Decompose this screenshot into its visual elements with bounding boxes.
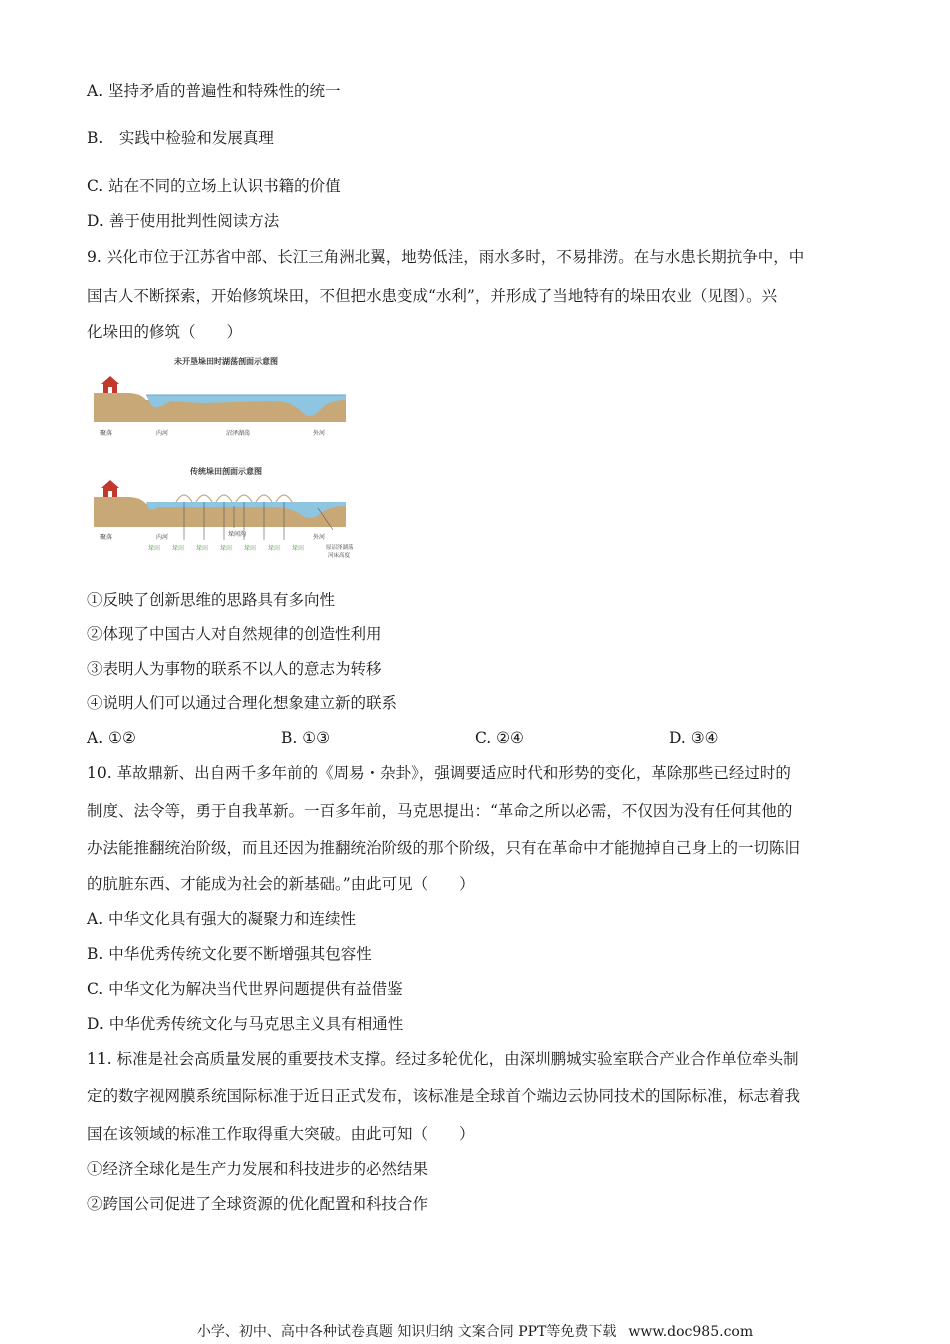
q9-statement-1: ①反映了创新思维的思路具有多向性	[87, 591, 336, 609]
q9-option-d: D. ③④	[669, 729, 719, 747]
field-mounds	[176, 495, 292, 502]
depth-label-2: 河床高度	[328, 553, 351, 559]
q11-stem-line-1: 11. 标准是社会高质量发展的重要技术支撑。经过多轮优化，由深圳鹏城实验室联合产业合作单位牵头制	[87, 1050, 799, 1068]
top-label-inner-river: 内河	[156, 431, 169, 437]
q10-stem-line-3: 办法能推翻统治阶级，而且还因为推翻统治阶级的那个阶级，只有在革命中才能抛掉自己身上的一切陈旧	[87, 839, 801, 857]
field-label-6: 垛田	[268, 546, 281, 552]
bottom-house-icon	[101, 480, 119, 497]
q9-option-b: B. ①③	[281, 729, 331, 747]
q10-stem-line-1: 10. 革故鼎新、出自两千多年前的《周易・杂卦》，强调要适应时代和形势的变化，革除那些已经过时的	[87, 764, 791, 782]
q8-option-a: A. 坚持矛盾的普遍性和特殊性的统一	[87, 82, 341, 100]
q11-statement-1: ①经济全球化是生产力发展和科技进步的必然结果	[87, 1160, 429, 1178]
q9-stem-line-1: 9. 兴化市位于江苏省中部、长江三角洲北翼，地势低洼，雨水多时，不易排涝。在与水患长期抗争中，中	[87, 248, 805, 266]
top-label-settlement: 聚落	[100, 431, 113, 437]
field-label-7: 垛田	[292, 546, 305, 552]
q10-option-b: B. 中华优秀传统文化要不断增强其包容性	[87, 945, 372, 963]
bottom-label-outer-river: 外河	[313, 535, 326, 541]
q11-stem-line-3: 国在该领域的标准工作取得重大突破。由此可知（ ）	[87, 1125, 475, 1143]
top-house-icon	[101, 376, 119, 393]
top-label-outer-river: 外河	[313, 431, 326, 437]
top-diagram-title: 未开垦垛田时湖荡剖面示意图	[174, 357, 278, 366]
q11-statement-2: ②跨国公司促进了全球资源的优化配置和科技合作	[87, 1195, 429, 1213]
field-label-1: 垛田	[148, 546, 161, 552]
bottom-diagram-title: 传统垛田剖面示意图	[190, 467, 262, 476]
q9-option-c: C. ②④	[475, 729, 524, 747]
q9-statement-4: ④说明人们可以通过合理化想象建立新的联系	[87, 694, 398, 712]
q10-stem-line-4: 的肮脏东西、才能成为社会的新基础。”由此可见（ ）	[87, 875, 475, 893]
q10-option-d: D. 中华优秀传统文化与马克思主义具有相通性	[87, 1015, 404, 1033]
q9-statement-3: ③表明人为事物的联系不以人的意志为转移	[87, 660, 382, 678]
field-label-4: 垛田	[220, 546, 233, 552]
q8-option-d: D. 善于使用批判性阅读方法	[87, 212, 280, 230]
field-label-5: 垛田	[244, 546, 257, 552]
q10-stem-line-2: 制度、法令等，勇于自我革新。一百多年前，马克思提出：“革命之所以必需，不仅因为没有任何其他的	[87, 802, 793, 820]
bottom-label-inner-river: 内河	[156, 535, 169, 541]
page-footer	[0, 1322, 950, 1342]
q8-option-c: C. 站在不同的立场上认识书籍的价值	[87, 177, 341, 195]
duotian-diagram	[88, 350, 363, 570]
ditch-label: 垛间沟	[228, 532, 247, 538]
q10-option-a: A. 中华文化具有强大的凝聚力和连续性	[87, 910, 357, 928]
depth-label-1: 原沼泽湖荡	[326, 545, 354, 551]
bottom-label-settlement: 聚落	[100, 535, 113, 541]
q9-stem-line-3: 化垛田的修筑（ ）	[87, 323, 243, 341]
q9-statement-2: ②体现了中国古人对自然规律的创造性利用	[87, 625, 382, 643]
q9-figure	[88, 350, 363, 570]
footer-text: 小学、初中、高中各种试卷真题 知识归纳 文案合同 PPT等免费下载	[196, 1324, 617, 1340]
q9-option-a: A. ①②	[87, 729, 136, 747]
q8-option-b: B. 实践中检验和发展真理	[87, 129, 274, 147]
q11-stem-line-2: 定的数字视网膜系统国际标准于近日正式发布，该标准是全球首个端边云协同技术的国际标准，标志着我	[87, 1087, 801, 1105]
field-label-3: 垛田	[196, 546, 209, 552]
top-label-marsh: 沼泽湖荡	[226, 431, 251, 437]
field-label-2: 垛田	[172, 546, 185, 552]
footer-url[interactable]: www.doc985.com	[628, 1324, 754, 1340]
q10-option-c: C. 中华文化为解决当代世界问题提供有益借鉴	[87, 980, 403, 998]
q9-stem-line-2: 国古人不断探索，开始修筑垛田，不但把水患变成“水利”，并形成了当地特有的垛田农业（见图）。兴	[87, 287, 778, 305]
